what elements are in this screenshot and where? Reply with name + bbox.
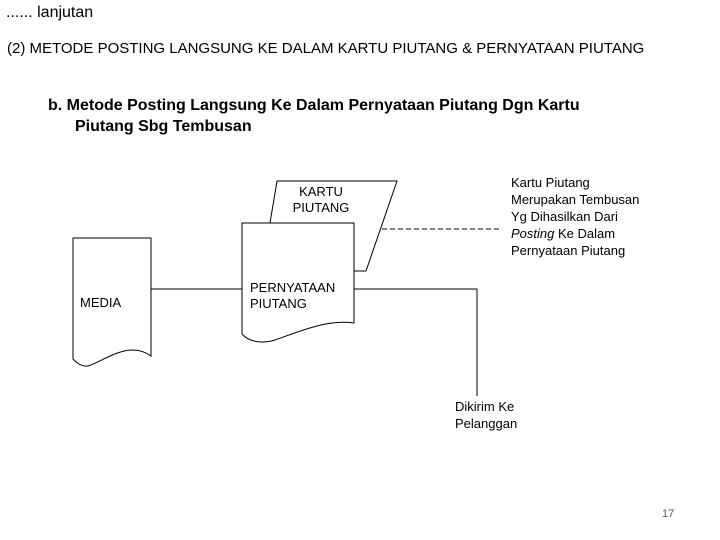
section-heading: (2) METODE POSTING LANGSUNG KE DALAM KARTU PIUTANG & PERNYATAAN PIUTANG <box>7 40 645 57</box>
note-line-2: Merupakan Tembusan <box>511 192 640 207</box>
note-line-4 <box>511 225 639 242</box>
destination-line-2: Pelanggan <box>455 416 518 431</box>
kartu-piutang-label <box>272 184 370 216</box>
subheading-line-2: Piutang Sbg Tembusan <box>75 118 252 135</box>
kartu-piutang-line-2: PIUTANG <box>292 200 350 215</box>
annotation-note <box>511 174 639 259</box>
pernyataan-piutang-label <box>250 280 335 312</box>
media-label: MEDIA <box>80 295 122 310</box>
continuation-label: ...... lanjutan <box>6 4 94 21</box>
page-number: 17 <box>662 508 675 520</box>
destination-label <box>455 398 517 432</box>
note-line-3: Yg Dihasilkan Dari <box>511 209 618 224</box>
destination-line-1: Dikirim Ke <box>455 399 515 414</box>
note-posting-word: Posting <box>511 226 555 241</box>
pernyataan-piutang-line-1: PERNYATAAN <box>250 280 336 295</box>
note-line-4-rest: Ke Dalam <box>554 226 616 241</box>
note-line-5: Pernyataan Piutang <box>511 243 626 258</box>
subheading-line-1: b. Metode Posting Langsung Ke Dalam Pernyataan Piutang Dgn Kartu <box>48 97 580 114</box>
note-line-1: Kartu Piutang <box>511 175 590 190</box>
pernyataan-piutang-line-2: PIUTANG <box>250 296 307 311</box>
kartu-piutang-line-1: KARTU <box>299 184 343 199</box>
